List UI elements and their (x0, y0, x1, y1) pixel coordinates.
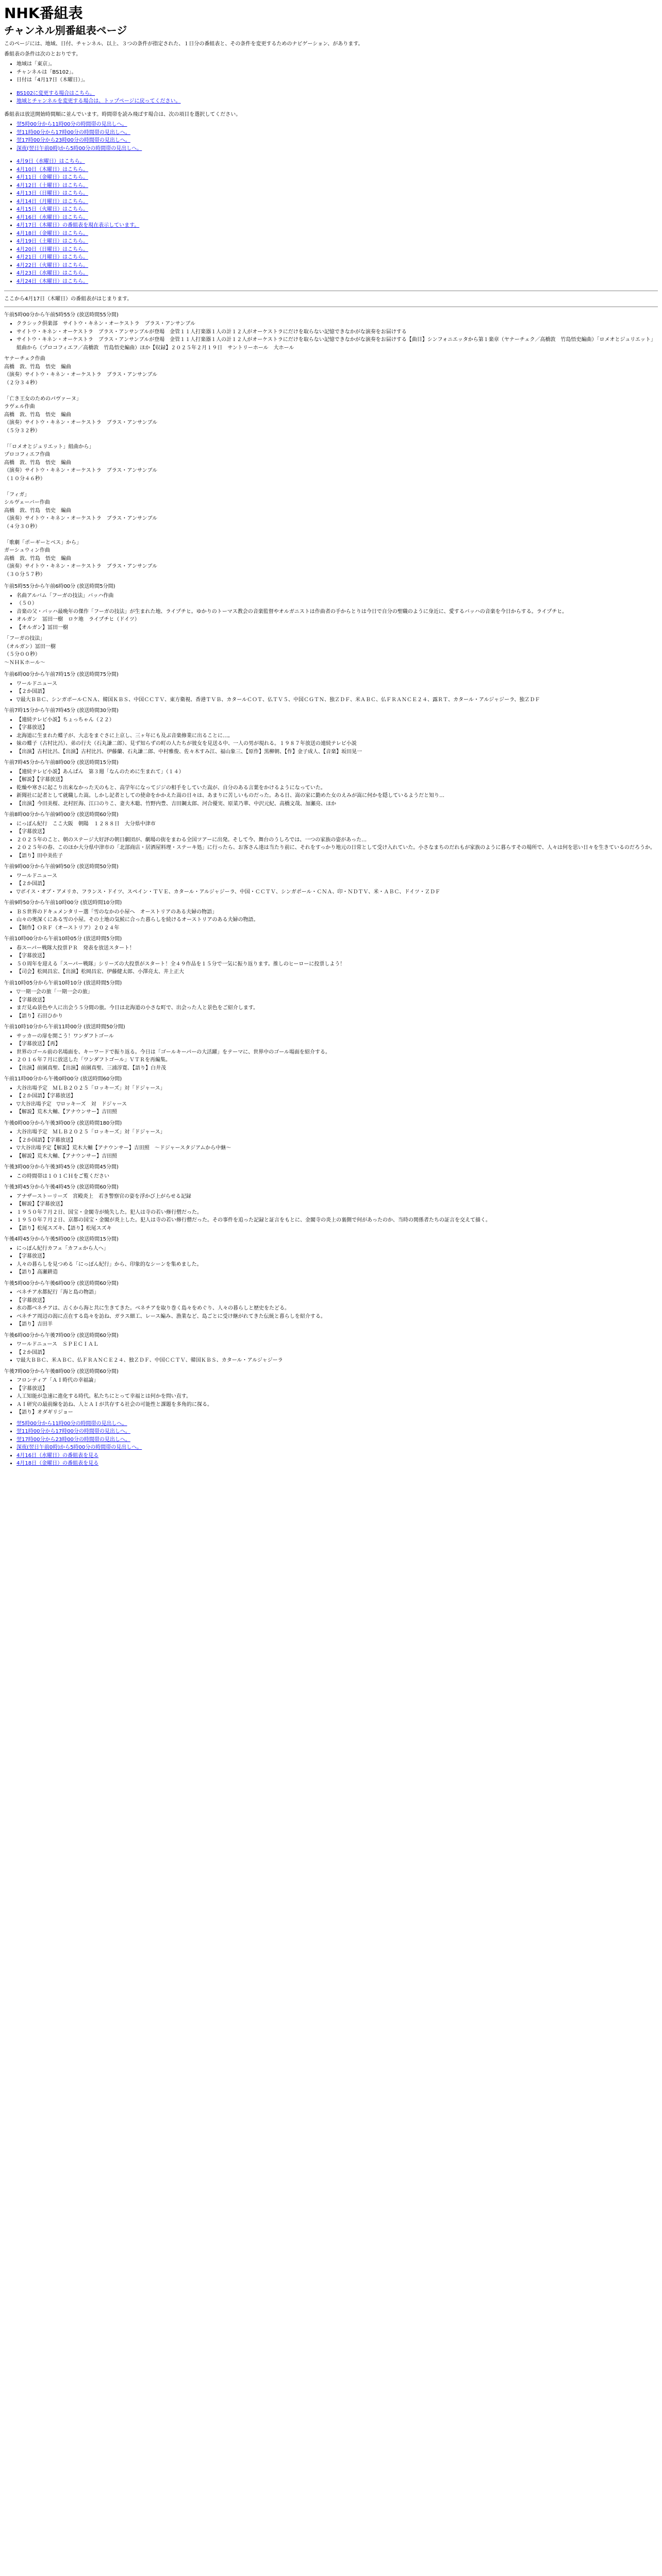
program-title: • にっぽん紀行カフェ「カフェから人へ」 (16, 1245, 658, 1253)
date-item (16, 278, 658, 286)
program-info: • 【字幕放送】 (16, 724, 658, 732)
date-item (16, 198, 658, 206)
change-channel-link[interactable]: BS102に変更する場合はこちら。 (16, 90, 95, 96)
program-info: • 【２か国語】【字幕放送】 (16, 1092, 658, 1100)
program-info: • 【字幕放送】 (16, 952, 658, 960)
program-title: • フロンティア「ＡＩ時代の幸福論」 (16, 1377, 658, 1385)
date-link[interactable]: 4月23日（水曜日）はこちら。 (16, 270, 89, 276)
program-cast: ヤナーチェク作曲 高橋 敦、竹島 悟史 編曲 （演奏）サイトウ・キネン・オーケストラ ブラス・アンサンブル （２分３４秒） 「亡き王女のためのパヴァーヌ」 ラヴェル作曲 高橋 敦、竹島 悟史 編曲 （演奏）サイトウ・キネン・オーケストラ ブラス・アンサンブル （５分３２秒） 「「ロメオとジュリエット」組曲から」 プロコフィエフ作曲 高橋 敦、竹島 悟史 編曲 （演奏）サイトウ・キネン・オーケストラ ブラス・アンサンブル （１０分４６秒） 「フィガ」 シルヴェーバー作曲 高橋 敦、竹島 悟史 編曲 （演奏）サイトウ・キネン・オーケストラ ブラス・アンサンブル （４分３０秒） 「歌劇「ポーギーとベス」から」 ガーシュウィン作曲 高橋 敦、竹島 悟史 編曲 （演奏）サイトウ・キネン・オーケストラ ブラス・アンサンブル （３０分５７秒） (4, 356, 158, 578)
schedule-list (4, 311, 658, 1417)
bottom-link[interactable]: 翌17時00分から23時00分の時間帯の見出しへ。 (16, 1436, 130, 1443)
program-detail-list (4, 768, 658, 808)
bottom-link[interactable]: 翌11時00分から17時00分の時間帯の見出しへ。 (16, 1429, 130, 1434)
program-info: • 世界のゴール前の名場面を、キーワードで振り返る。今日は「ゴールキーパーの大活躍」をテーマに、世界中のゴール場面を紹介する。 (16, 1048, 658, 1057)
program-info: • 妹の蝶子（古村比呂）、弟の行夫（石丸謙二郎）、見ず知らずの町の人たちが彼女を見送る中、一人の男が現れる。１９８７年放送の連続テレビ小説 (16, 740, 658, 748)
slot-time: 午後3時00分から午後3時45分 (放送時間45分間) (4, 1164, 119, 1170)
slot-time: 午前5時55分から午前6時00分 (放送時間5分間) (4, 584, 115, 589)
date-link[interactable]: 4月10日（木曜日）はこちら。 (16, 166, 89, 173)
program-slot (4, 583, 658, 667)
program-info: • 【解説】【字幕放送】 (16, 1200, 658, 1209)
slot-time: 午後3時45分から午後4時45分 (放送時間60分間) (4, 1184, 119, 1190)
slot-time: 午前11時00分から午後0時00分 (放送時間60分間) (4, 1076, 122, 1082)
bottom-link-item (16, 1460, 658, 1468)
program-slot (4, 707, 658, 756)
program-detail-list (4, 1173, 658, 1181)
program-info: • 【語り】吉田羊 (16, 1320, 658, 1329)
program-info: • 【出演】前園真聖、【出演】前園真聖、三浦淳寛、【語り】白井茂 (16, 1064, 658, 1073)
program-cast: 「フーガの技法」 （オルガン）冨田一樹 （５分００秒） ～ＮＨＫホール～ (4, 636, 56, 666)
program-title: • ベネチア水都紀行「海と島の物語」 (16, 1289, 658, 1297)
slot-time: 午後0時00分から午後3時00分 (放送時間180分間) (4, 1120, 122, 1126)
date-item (16, 206, 658, 214)
slot-time: 午前10時00分から午前10時05分 (放送時間5分間) (4, 936, 122, 942)
program-slot (4, 1023, 658, 1072)
time-link-morning[interactable]: 翌5時00分から11時00分の時間帯の見出しへ。 (16, 122, 127, 127)
program-info: • 山々の奥深くにある雪の小屋。その土地の気候に合った暮らしを続けるオーストリアのある夫婦の物語。 (16, 916, 658, 924)
page-title: NHK番組表 (4, 5, 83, 22)
slot-time: 午前9時00分から午前9時50分 (放送時間50分間) (4, 864, 119, 870)
date-link[interactable]: 4月19日（土曜日）はこちら。 (16, 239, 89, 244)
program-title: • にっぽん紀行 ここ大阪 朝陽 １２８８日 大分県中津市 (16, 820, 658, 828)
date-item (16, 190, 658, 198)
program-detail-list (4, 820, 658, 860)
program-info: • 【出演】古村比呂、【出演】古村比呂、伊藤蘭、石丸謙二郎、中村雅俊、佐々木すみ江、福山象三、【原作】黒柳朝、【作】金子成人、【音楽】坂田晃一 (16, 748, 658, 756)
date-link[interactable]: 4月14日（月曜日）はこちら。 (16, 198, 89, 205)
program-detail-list (4, 1377, 658, 1417)
slot-time: 午前7時15分から午前7時45分 (放送時間30分間) (4, 708, 119, 714)
date-item (16, 182, 658, 190)
program-detail-list (4, 1128, 658, 1160)
program-detail-list (4, 1193, 658, 1233)
program-title: • サッカーの扉を開こう！ワンダフトゴール (16, 1032, 658, 1041)
program-info: • 北海道に生まれた蝶子が、大志をまぐさに上京し、三ヶ年にも及ぶ音楽修業に出ることに…。 (16, 732, 658, 740)
program-info: • １９５０年７月２日、京都の国宝・金閣が炎上した。犯人は寺の若い修行僧だった。その事件を追った記録と証言をもとに、金閣寺の炎上の裏側で何があったのか、当時の関係者たちの証言を交えて描く。 (16, 1216, 658, 1225)
program-info: • 【語り】オダギリジョー (16, 1409, 658, 1417)
date-item (16, 238, 658, 246)
date-item (16, 230, 658, 238)
date-link[interactable]: 4月20日（日曜日）はこちら。 (16, 246, 89, 252)
program-detail-list (4, 592, 658, 632)
program-detail-list (4, 1032, 658, 1073)
program-title: • この時間帯は１０１ＣＨをご覧ください (16, 1173, 658, 1181)
program-slot (4, 1332, 658, 1365)
program-info: • 【解説】【字幕放送】 (16, 776, 658, 784)
bottom-link-item (16, 1452, 658, 1460)
bottom-link-item (16, 1420, 658, 1428)
program-info: • 【出演】今田美桜、北村匠海、江口のりこ、妻夫木聡、竹野内豊、吉田鋼太郎、河合優実、原菜乃華、中沢元紀、高橋文哉、加瀬亮、ほか (16, 800, 658, 808)
date-item (16, 158, 658, 166)
program-info: • 人工知能が急速に進化する時代。私たちにとって幸福とは何かを問い直す。 (16, 1393, 658, 1401)
slot-time: 午前6時00分から午前7時15分 (放送時間75分間) (4, 672, 119, 677)
program-info: • 【字幕放送】【再】 (16, 1040, 658, 1048)
program-info: • 【語り】松尾スズキ、【語り】松尾スズキ (16, 1225, 658, 1233)
program-slot (4, 759, 658, 808)
program-title: • ▽一期一会の旅「一期一会の旅」 (16, 988, 658, 996)
program-info: • オルガン 冨田一樹 ロケ地 ライプチヒ（ドイツ） (16, 616, 658, 624)
program-info: • ２０２５年のこと、朝のステージ大好評の朝日劇団が、劇場の街をまわる全国ツアーに出発。そして今、舞台のうしろでは、一つの家族の姿があった… (16, 836, 658, 844)
program-info: • 音楽の父・バッハ最晩年の傑作「フーガの技法」が生まれた地、ライプチヒ。ゆかりのトーマス教会の音楽監督やオルガニストは作曲者の手からとりは今日で自分の聖職のように身近に、愛するバッハの音楽を今日からする。ライプチヒ。 (16, 608, 658, 616)
date-item (16, 166, 658, 174)
program-slot (4, 1163, 658, 1180)
program-info: • 【解説】荒木大輔、【アナウンサー】吉田照 (16, 1108, 658, 1116)
date-link[interactable]: 4月17日（木曜日）の番組表を現在表示しています。 (16, 223, 140, 228)
program-info: • ＡＩ研究の最前線を訪ね、人とＡＩが共存する社会の可能性と課題を多角的に探る。 (16, 1401, 658, 1409)
program-detail-list (4, 1289, 658, 1329)
program-detail-list (4, 872, 658, 896)
program-info: • 【解説】荒木大輔、【アナウンサー】吉田照 (16, 1153, 658, 1161)
program-info: • ２０２５年の春、このほか大分県中津市の「北部商店・居酒屋料理・ステーキ処」に行ったら、お客さん達は当たり前に、それをすっかり地元の日常として受け入れていた。小さなまちのだれもが家族のように暮らすその場所で、人々は何を思い日々を生きているのだろうか。 (16, 844, 658, 852)
date-item (16, 262, 658, 270)
program-slot (4, 671, 658, 704)
program-detail-list (4, 988, 658, 1020)
program-info: • 【字幕放送】 (16, 1252, 658, 1261)
program-info: • 【字幕放送】 (16, 996, 658, 1005)
program-title: • ワールドニュース (16, 680, 658, 688)
program-info: • 【語り】高瀬耕造 (16, 1268, 658, 1277)
conditions-list (4, 60, 658, 84)
program-slot (4, 1368, 658, 1417)
bottom-link[interactable]: 翌5時00分から11時00分の時間帯の見出しへ。 (16, 1420, 127, 1427)
program-info: • サイトウ・キネン・オーケストラ ブラス・アンサンブルが登場 金管１１人打楽器１人の計１２人がオーケストラにだけを取らない記憶できなかがな演奏をお届けする (16, 328, 658, 336)
program-detail-list (4, 1084, 658, 1116)
program-title: • 大谷出場予定 ＭＬＢ２０２５「ロッキーズ」対「ドジャース」 (16, 1128, 658, 1137)
program-info: • 【語り】石田ひかり (16, 1012, 658, 1021)
bottom-links (4, 1420, 658, 1468)
program-title: • ワールドニュース ＳＰＥＣＩＡＬ (16, 1341, 658, 1349)
program-info: • 【制作】ＯＲＦ（オーストリア）２０２４年 (16, 924, 658, 933)
program-info: • 新聞社に記者として就職した嵩。しかし記者としての使命をかかえた嵩の日々は、あまりに苦しいものだった。ある日、嵩の家に勤めた女のえみが嵩に何かを隠しているようだと知り… (16, 792, 658, 800)
program-info: • 【オルガン】冨田一樹 (16, 624, 658, 632)
back-to-top-link[interactable]: 地域とチャンネルを変更する場合は、トップページに戻ってください。 (16, 98, 181, 104)
program-info: • （５０） (16, 600, 658, 608)
date-link[interactable]: 4月15日（火曜日）はこちら。 (16, 207, 89, 212)
program-info: • ５０周年を迎える「スーパー戦隊」シリーズの大投票がスタート！全４９作品を１５分で一気に振り返ります。推しのヒーローに投票しよう！ (16, 960, 658, 969)
program-title: • 名曲アルバム「フーガの技法」バッハ作曲 (16, 592, 658, 600)
date-link[interactable]: 4月12日（土曜日）はこちら。 (16, 182, 89, 189)
bottom-link[interactable]: 4月18日（金曜日）の番組表を見る (16, 1461, 99, 1466)
slot-time: 午前7時45分から午前8時00分 (放送時間15分間) (4, 760, 119, 766)
program-detail-list (4, 1245, 658, 1277)
program-info: • 【２か国語】 (16, 1349, 658, 1357)
time-links (4, 121, 658, 152)
date-link[interactable]: 4月11日（金曜日）はこちら。 (16, 175, 89, 180)
program-slot (4, 1235, 658, 1277)
program-info: • ▽最大ＢＢＣ、米ＡＢＣ、仏ＦＲＡＮＣＥ２４、独ＺＤＦ、中国ＣＣＴＶ、韓国ＫＢＳ、カタール・アルジャジーラ (16, 1357, 658, 1365)
program-slot (4, 1075, 658, 1116)
page-subtitle: チャンネル別番組表ページ (4, 24, 127, 37)
slot-time: 午後6時00分から午後7時00分 (放送時間60分間) (4, 1332, 119, 1338)
date-links (4, 158, 658, 285)
slot-time: 午前5時00分から午前5時55分 (放送時間55分間) (4, 312, 119, 318)
bottom-link-item (16, 1444, 658, 1452)
slot-time: 午前10時10分から午前11時00分 (放送時間50分間) (4, 1024, 125, 1030)
program-title: • ＢＳ世界のドキュメンタリー選「雪のなかの小屋へ オーストリアのある夫婦の物語」 (16, 908, 658, 917)
date-link[interactable]: 4月13日（日曜日）はこちら。 (16, 191, 89, 196)
program-info: • 【２か国語】【字幕放送】 (16, 1137, 658, 1145)
program-info: • まだ見ぬ景色や人に出会う５分間の旅。今日は北海道の小さな町で、出会った人と景色をご紹介します。 (16, 1004, 658, 1012)
date-link[interactable]: 4月21日（月曜日）はこちら。 (16, 255, 89, 260)
slot-time: 午前9時50分から午前10時00分 (放送時間10分間) (4, 900, 122, 906)
program-title: • 大谷出場予定 ＭＬＢ２０２５「ロッキーズ」対「ドジャース」 (16, 1084, 658, 1093)
program-slot (4, 979, 658, 1021)
conditions-intro: 番組表の条件は次のとおりです。 (4, 51, 81, 57)
program-title: • 【連続テレビ小説】ちょっちゃん（２２） (16, 716, 658, 724)
program-info: • ▽大谷出場予定 ▽ロッキーズ 対 ドジャース (16, 1100, 658, 1109)
program-info: • 【字幕放送】 (16, 1297, 658, 1305)
condition-area: • 地域は「東京」。 (16, 60, 658, 69)
program-detail-list (4, 680, 658, 704)
date-item (16, 174, 658, 182)
program-title: • クラシック倶楽部 サイトウ・キネン・オーケストラ ブラス・アンサンブル (16, 320, 658, 328)
date-link[interactable]: 4月22日（火曜日）はこちら。 (16, 262, 89, 268)
program-info: • サイトウ・キネン・オーケストラ ブラス・アンサンブルが登場 金管１１人打楽器１人の計１２人がオーケストラにだけを取らない記憶できなかがな演奏をお届けする【曲目】シンフォニエッタから第１楽章（ヤナーチェク／高橋敦 竹島悟史編曲）「ロメオとジュリエット」組曲から（プロコフィエフ／高橋敦 竹島悟史編曲）ほか【収録】２０２５年２月１９日 サントリーホール 大ホール (16, 336, 658, 352)
change-links (4, 90, 658, 106)
bottom-link-item (16, 1436, 658, 1444)
condition-date: • 日付は「4月17日（木曜日）」。 (16, 76, 658, 84)
slot-time: 午前10時05分から午前10時10分 (放送時間5分間) (4, 980, 122, 986)
date-item (16, 222, 658, 230)
program-info: • ベネチア周辺の潟に点在する島々を訪ね、ガラス細工、レース編み、漁業など、島ごとに受け継がれてきた伝統と暮らしを紹介する。 (16, 1313, 658, 1321)
date-link[interactable]: 4月24日（木曜日）はこちら。 (16, 278, 89, 284)
date-link[interactable]: 4月16日（水曜日）はこちら。 (16, 214, 89, 221)
date-link[interactable]: 4月9日（水曜日）はこちら。 (16, 159, 85, 164)
program-slot (4, 1120, 658, 1161)
slot-time: 午前8時00分から午前9時00分 (放送時間60分間) (4, 812, 119, 818)
slot-time: 午後4時45分から午後5時00分 (放送時間15分間) (4, 1236, 119, 1242)
program-info: • １９５０年７月２日、国宝・金閣寺が焼失した。犯人は寺の若い修行僧だった。 (16, 1209, 658, 1217)
program-info: • ▽ボイス・オブ・アメリカ、フランス・ドイツ、スペイン・ＴＶＥ、カタール・アルジャジーラ、中国・ＣＣＴＶ、シンガポール・ＣＮＡ、印・ＮＤＴＶ、米・ＡＢＣ、ドイツ・ＺＤＦ (16, 888, 658, 896)
slot-time: 午後5時00分から午後6時00分 (放送時間60分間) (4, 1280, 119, 1286)
program-title: • 春スーパー戦隊大投票ＰＲ 発表を放送スタート！ (16, 944, 658, 953)
program-info: • 【字幕放送】 (16, 1385, 658, 1393)
program-info: • 【語り】田中美佐子 (16, 852, 658, 860)
date-link[interactable]: 4月18日（金曜日）はこちら。 (16, 230, 89, 236)
program-info: • ２０１６年７月に放送した「ワンダフトゴール」ＶＴＲを再編集。 (16, 1056, 658, 1064)
date-item (16, 253, 658, 262)
program-slot (4, 1183, 658, 1232)
program-info: • ▽最大ＢＢＣ、シンガポールＣＮＡ、韓国ＫＢＳ、中国ＣＣＴＶ、東方衛視、香港ＴＶＢ、カタールＣＯＴ、仏ＴＶ５、中国ＣＧＴＮ、独ＺＤＦ、米ＡＢＣ、仏ＦＲＡＮＣＥ２４、露ＲＴ、カタール・アルジャジーラ、独ＺＤＦ (16, 696, 658, 704)
date-item (16, 246, 658, 254)
bottom-link[interactable]: 深夜(翌日午前0時)から5時00分の時間帯の見出しへ。 (16, 1445, 142, 1450)
program-info: • 乾燥や寒さに起こり出来なかった天のもと、高学年になってジジの相手をしていた嵩が、自分のある言葉をかけるようになっていた。 (16, 784, 658, 792)
program-slot (4, 1280, 658, 1329)
program-slot (4, 863, 658, 896)
program-info: • 【字幕放送】 (16, 828, 658, 836)
nav-intro: 番組表は放送開始時間順に並んでいます。時間帯を読み飛ばす場合は、次の項目を選択してください。 (4, 111, 241, 117)
slot-time: 午後7時00分から午後8時00分 (放送時間60分間) (4, 1368, 119, 1375)
date-item (16, 214, 658, 222)
program-slot (4, 311, 658, 579)
program-slot (4, 935, 658, 976)
time-link-evening[interactable]: 翌17時00分から23時00分の時間帯の見出しへ。 (16, 138, 130, 143)
program-detail-list (4, 1341, 658, 1365)
bottom-link[interactable]: 4月16日（水曜日）の番組表を見る (16, 1452, 99, 1459)
time-link-night[interactable]: 深夜(翌日午前0時)から5時00分の時間帯の見出しへ。 (16, 145, 142, 151)
program-info: • ▽大谷出場予定【解説】荒木大輔【アナウンサー】吉田照 ～ドジャースタジアムから中継～ (16, 1144, 658, 1153)
program-info: • 【２か国語】 (16, 880, 658, 888)
program-slot (4, 811, 658, 860)
program-info: • 【司会】松岡昌宏、【出演】松岡昌宏、伊藤健太郎、小澤亮太、井上正大 (16, 968, 658, 976)
schedule-start: ここから4月17日（木曜日）の番組表がはじまります。 (4, 296, 133, 302)
time-link-day[interactable]: 翌11時00分から17時00分の時間帯の見出しへ。 (16, 129, 130, 135)
program-info: • 【２か国語】 (16, 688, 658, 696)
program-title: • ワールドニュース (16, 872, 658, 880)
program-detail-list (4, 944, 658, 976)
program-title: • アナザーストーリーズ 宮殿炎上 若き警察官の姿を浮かび上がらせる記録 (16, 1193, 658, 1201)
date-item (16, 269, 658, 278)
program-detail-list (4, 908, 658, 933)
program-info: • 水の都ベネチアは、古くから海と共に生きてきた。ベネチアを取り巻く島々をめぐり、人々の暮らしと歴史をたどる。 (16, 1304, 658, 1313)
program-slot (4, 899, 658, 932)
condition-channel: • チャンネルは「BS102」。 (16, 69, 658, 77)
program-detail-list (4, 716, 658, 756)
intro-text: このページには、地域、日付、チャンネル、以上、３つの条件が指定された、１日分の番組表と、その条件を変更するためのナビゲーション、があります。 (4, 41, 363, 47)
program-detail-list (4, 320, 658, 352)
bottom-link-item (16, 1428, 658, 1436)
program-title: • 【連続テレビ小説】あんぱん 第３週「なんのために生まれて」（１４） (16, 768, 658, 776)
program-info: • 人々の暮らしを見つめる「にっぽん紀行」から、印象的なシーンを集めました。 (16, 1261, 658, 1269)
